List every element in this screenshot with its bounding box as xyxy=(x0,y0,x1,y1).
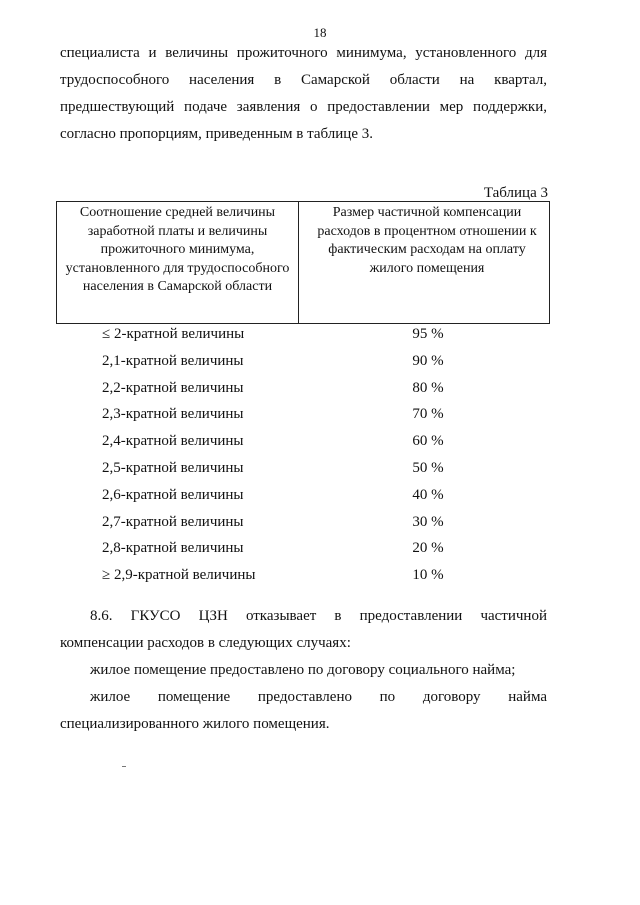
row-percent: 10 % xyxy=(412,567,444,584)
page-number: 18 xyxy=(313,25,327,40)
table-row xyxy=(0,457,640,484)
table-row xyxy=(0,403,640,430)
table-header-compensation: Размер частичной компенсации расходов в процентном отношении к фактическим расходам на оплату жилого помещения xyxy=(317,205,537,276)
row-ratio: 2,4-кратной величины xyxy=(102,433,244,450)
row-ratio: 2,2-кратной величины xyxy=(102,379,244,396)
table-row xyxy=(0,537,640,564)
table-header xyxy=(56,201,550,324)
row-percent: 40 % xyxy=(412,486,444,503)
row-ratio: 2,3-кратной величины xyxy=(102,406,244,423)
row-percent: 50 % xyxy=(412,459,444,476)
row-percent: 80 % xyxy=(412,379,444,396)
table-row xyxy=(0,350,640,377)
section-8-6-item-specialized-housing: жилое помещение предоставлено по договору найма специализированного жилого помещения. xyxy=(60,689,547,732)
table-row xyxy=(0,511,640,538)
scan-mark xyxy=(122,766,126,767)
row-ratio: 2,5-кратной величины xyxy=(102,459,244,476)
row-percent: 30 % xyxy=(412,513,444,530)
table-header-ratio: Соотношение средней величины заработной платы и величины прожиточного минимума, установленного для трудоспособного населения в Самарской области xyxy=(65,205,290,295)
row-ratio: ≥ 2,9-кратной величины xyxy=(102,567,256,584)
table-body xyxy=(0,323,640,591)
row-ratio: ≤ 2-кратной величины xyxy=(102,326,245,342)
row-percent: 70 % xyxy=(412,406,444,423)
table-row xyxy=(0,377,640,404)
row-ratio: 2,6-кратной величины xyxy=(102,486,244,503)
row-ratio: 2,8-кратной величины xyxy=(102,540,244,557)
table-column-divider xyxy=(298,202,299,323)
section-8-6-item-social-rent: жилое помещение предоставлено по договору социального найма; xyxy=(90,662,516,678)
table-row xyxy=(0,484,640,511)
row-percent: 20 % xyxy=(412,540,444,557)
section-8-6-lead: 8.6. ГКУСО ЦЗН отказывает в предоставлении частичной компенсации расходов в следующих случаях: xyxy=(60,608,547,651)
row-ratio: 2,1-кратной величины xyxy=(102,352,244,369)
table-row xyxy=(0,564,640,591)
table-caption: Таблица 3 xyxy=(483,185,548,201)
row-ratio: 2,7-кратной величины xyxy=(102,513,244,530)
table-row xyxy=(0,430,640,457)
row-percent: 60 % xyxy=(412,433,444,450)
row-percent: 90 % xyxy=(412,352,444,369)
intro-paragraph: специалиста и величины прожиточного минимума, установленного для трудоспособного населения в Самарской области на квартал, предшествующий подаче заявления о предоставлении мер поддержки, согласно пропорциям, приведенным в таблице 3. xyxy=(60,45,547,142)
table-row xyxy=(0,323,640,350)
row-percent: 95 % xyxy=(412,326,444,342)
